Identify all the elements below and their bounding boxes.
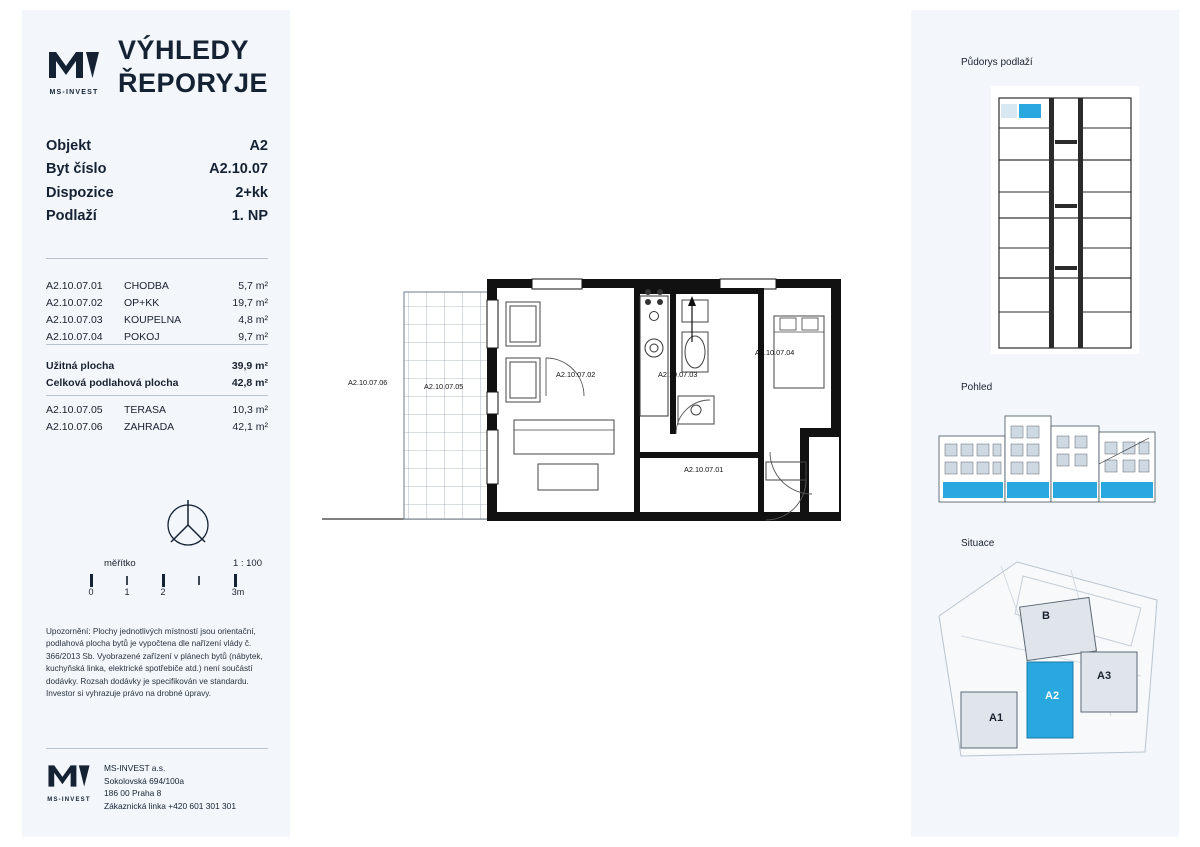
meta-row-objekt [46, 135, 268, 158]
exterior-list [46, 402, 268, 436]
meta-row-dispozice [46, 182, 268, 205]
site-label-a1: A1 [989, 712, 1004, 724]
plan-label-koupelna: A2.10.07.03 [658, 370, 698, 379]
room-name: OP+KK [124, 297, 160, 309]
room-area: 42,1 m² [232, 421, 268, 433]
scale-tick-1: 1 [124, 587, 130, 597]
room-code: A2.10.07.05 [46, 404, 103, 416]
total-area-uzitna: 39,9 m² [231, 360, 268, 372]
room-code: A2.10.07.06 [46, 421, 103, 433]
room-code: A2.10.07.04 [46, 331, 103, 343]
scale-tick-3: 3m [231, 587, 245, 597]
total-label-uzitna: Užitná plocha [46, 360, 115, 372]
room-code: A2.10.07.02 [46, 297, 103, 309]
room-area: 10,3 m² [232, 404, 268, 416]
site-label-a3: A3 [1097, 670, 1112, 682]
section-title-situace: Situace [961, 538, 995, 549]
section-title-pohled: Pohled [961, 382, 993, 393]
disclaimer-note: Upozornění: Plochy jednotlivých místností jsou orientační, podlahová plocha bytů je vypočtena dle nařízení vlády č. 366/2013 Sb. Vyobrazené zařízení v plánech bytů (nábytek, kuchyňská linka, elektrické spotřebiče atd.) není součástí dodávky. Rozsah dodávky je specifikován ve standardu. Investor si vyhrazuje právo na drobné úpravy. [46, 627, 263, 699]
page-title [118, 34, 268, 100]
room-name: TERASA [124, 404, 167, 416]
totals-block [46, 358, 268, 392]
room-area: 19,7 m² [232, 297, 268, 309]
meta-value-byt-cislo: A2.10.07 [209, 161, 268, 178]
room-list [46, 278, 268, 346]
scale-bar [46, 558, 268, 596]
footer-street: Sokolovská 694/100a [104, 775, 185, 786]
room-area: 5,7 m² [238, 280, 268, 292]
apartment-floorplan [300, 0, 900, 847]
room-name: CHODBA [124, 280, 169, 292]
footer-block [46, 762, 236, 812]
meta-value-objekt: A2 [249, 138, 268, 154]
brand-logo [46, 48, 102, 96]
site-label-b: B [1042, 610, 1050, 622]
building-elevation-thumb [935, 402, 1161, 514]
scale-ratio: 1 : 100 [232, 558, 262, 569]
room-row [46, 295, 268, 312]
scale-tick-2: 2 [160, 587, 166, 597]
meta-key-podlazi: Podlaží [46, 208, 97, 225]
plan-label-pokoj: A2.10.07.04 [755, 348, 795, 357]
room-area: 4,8 m² [238, 314, 268, 326]
plan-label-terasa: A2.10.07.05 [424, 382, 464, 391]
building-floorplan-thumb [985, 80, 1145, 360]
info-panel [22, 10, 290, 837]
room-name: POKOJ [124, 331, 160, 343]
meta-row-byt-cislo [46, 158, 268, 181]
meta-key-objekt: Objekt [46, 138, 92, 154]
meta-value-podlazi: 1. NP [231, 208, 268, 225]
site-label-a2: A2 [1045, 690, 1060, 702]
plan-label-zahrada: A2.10.07.06 [348, 378, 388, 387]
divider-rooms [46, 344, 268, 345]
room-area: 9,7 m² [238, 331, 268, 343]
logo-caption: MS-INVEST [49, 89, 99, 96]
context-panel [911, 10, 1179, 837]
unit-meta [46, 135, 268, 229]
footer-logo-caption: MS-INVEST [47, 797, 91, 803]
site-plan-thumb [931, 556, 1163, 766]
scale-tick-0: 0 [88, 587, 94, 597]
divider-totals [46, 395, 268, 396]
total-area-celkova: 42,8 m² [231, 377, 268, 389]
meta-key-byt-cislo: Byt číslo [46, 161, 107, 178]
plan-label-chodba: A2.10.07.01 [684, 465, 724, 474]
footer-phone: Zákaznická linka +420 601 301 301 [104, 800, 237, 811]
footer-company: MS-INVEST a.s. [104, 763, 166, 773]
total-label-celkova: Celková podlahová plocha [46, 377, 179, 389]
scale-label: měřítko [104, 558, 136, 569]
meta-key-dispozice: Dispozice [46, 184, 114, 201]
brand-line-1: VÝHLEDY [118, 35, 250, 65]
divider-top [46, 258, 268, 259]
footer-city: 186 00 Praha 8 [104, 788, 162, 799]
room-row [46, 278, 268, 295]
brand-line-2: ŘEPORYJE [118, 67, 269, 98]
room-name: ZAHRADA [124, 421, 175, 433]
room-code: A2.10.07.03 [46, 314, 103, 326]
compass-icon [162, 498, 214, 550]
ms-invest-logo-icon [46, 48, 102, 87]
plan-label-obyvaci-pokoj-kk: A2.10.07.02 [556, 370, 596, 379]
room-name: KOUPELNA [124, 314, 182, 326]
room-code: A2.10.07.01 [46, 280, 103, 292]
meta-value-dispozice: 2+kk [235, 184, 268, 201]
total-row-celkova [46, 375, 268, 392]
meta-row-podlazi [46, 205, 268, 228]
ms-invest-logo-icon-footer [46, 762, 92, 795]
room-row [46, 312, 268, 329]
total-row-uzitna [46, 358, 268, 375]
room-row [46, 402, 268, 419]
divider-footer [46, 748, 268, 749]
section-title-pudorys: Půdorys podlaží [961, 57, 1033, 68]
room-row [46, 419, 268, 436]
